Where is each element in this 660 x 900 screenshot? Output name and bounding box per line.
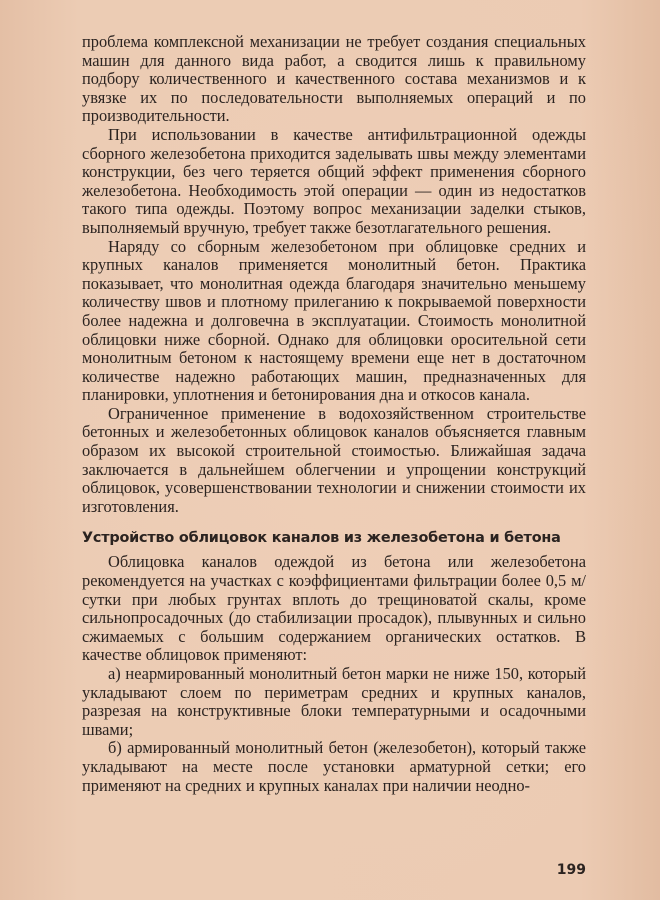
- paragraph-continuation: проблема комплексной механизации не требует создания специальных машин для данного вида работ, а сводится лишь к правильному подбору количественного и качественного состава механизмов и к увязке их по последовательности выполняемых операций и по производительности.: [82, 32, 586, 126]
- list-item-a: а) неармированный монолитный бетон марки не ниже 150, который укладывают слоем по периметрам средних и крупных каналов, разрезая на конструктивные блоки температурными и осадочными швами;: [82, 664, 586, 739]
- section-heading: Устройство облицовок каналов из железобетона и бетона: [82, 530, 561, 547]
- paragraph-lining-recommendation: Облицовка каналов одеждой из бетона или железобетона рекомендуется на участках с коэффициентами фильтрации более 0,5 м/сутки при любых грунтах вплоть до трещиноватой скалы, кроме сильнопросадочных (до стабилизации просадок), плывунных и сильно сжимаемых с большим содержанием органических остатков. В качестве облицовок применяют:: [82, 552, 586, 665]
- page-number: 199: [556, 862, 586, 878]
- paragraph-antifiltration: При использовании в качестве антифильтрационной одежды сборного железобетона приходится заделывать швы между элементами конструкции, без чего теряется общий эффект применения сборного железобетона. Необходимость этой операции — один из недостатков такого типа одежды. Поэтому вопрос механизации заделки стыков, выполняемый вручную, требует также безотлагательного решения.: [82, 124, 586, 237]
- list-item-b: б) армированный монолитный бетон (железобетон), который также укладывают на месте после установки арматурной сетки; его применяют на средних и крупных каналах при наличии неодно-: [82, 738, 586, 795]
- paragraph-limited-use: Ограниченное применение в водохозяйственном строительстве бетонных и железобетонных облицовок каналов объясняется главным образом их высокой строительной стоимостью. Ближайшая задача заключается в дальнейшем облегчении и упрощении конструкций облицовок, усовершенствовании технологии и снижении стоимости их изготовления.: [82, 403, 586, 516]
- paragraph-monolithic-concrete: Наряду со сборным железобетоном при облицовке средних и крупных каналов применяется монолитный бетон. Практика показывает, что монолитная одежда благодаря значительно меньшему количеству швов и плотному прилеганию к покрываемой поверхности более надежна и долговечна в эксплуатации. Стоимость монолитной облицовки ниже сборной. Однако для облицовки оросительной сети монолитным бетоном к настоящему времени еще нет в достаточном количестве надежно работающих машин, предназначенных для планировки, уплотнения и бетонирования дна и откосов канала.: [82, 236, 586, 405]
